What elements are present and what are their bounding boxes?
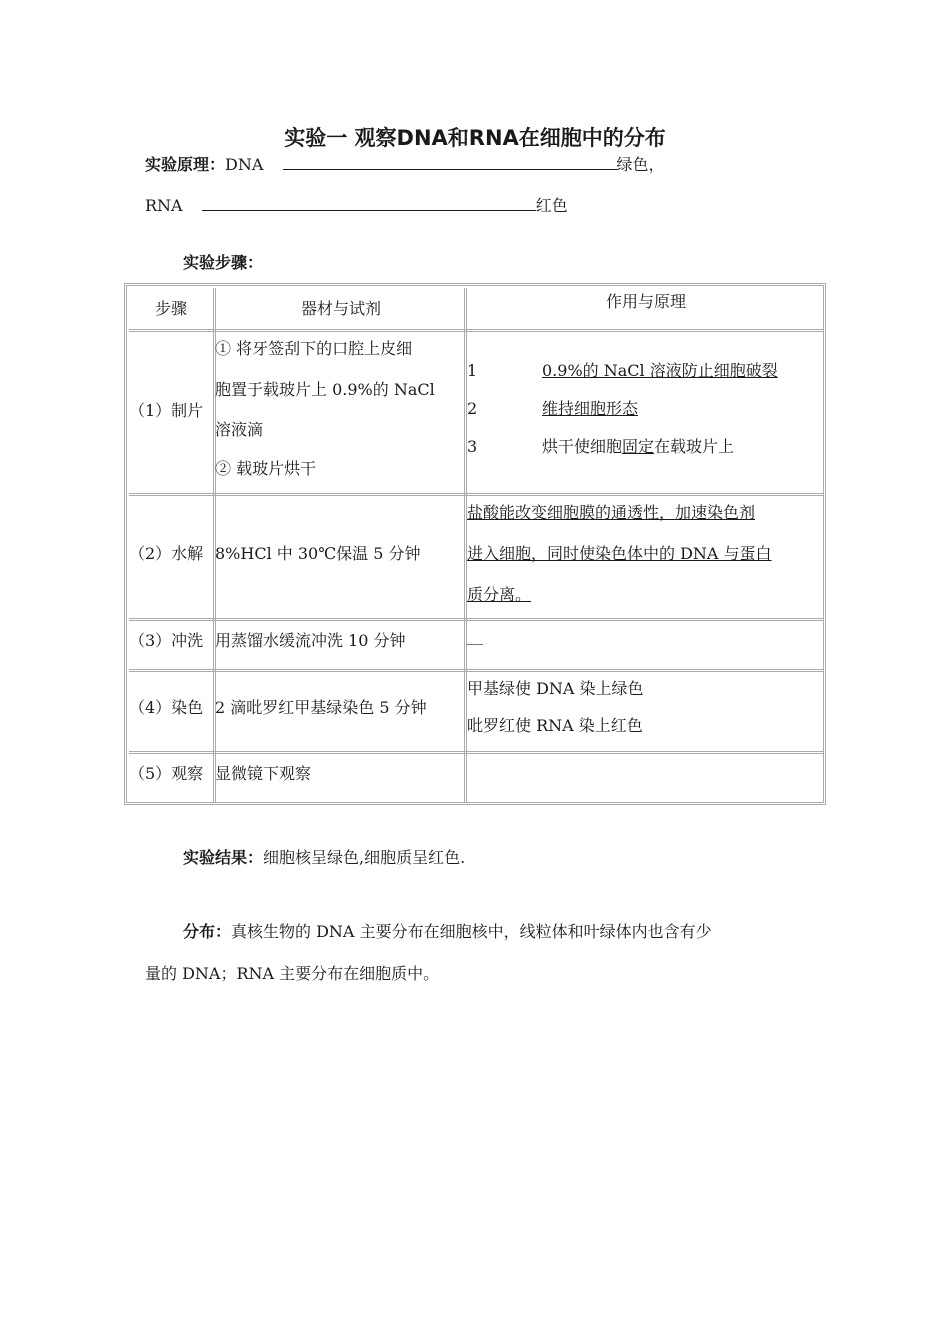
distribution-line-1 [183, 913, 712, 951]
distribution-text-1: 真核生物的 DNA 主要分布在细胞核中，线粒体和叶绿体内也含有少 [231, 922, 712, 941]
result-label: 实验结果： [183, 848, 264, 867]
rna-answer-blank[interactable] [202, 192, 536, 211]
principle-rna-line [145, 192, 568, 216]
step-label: （2）水解 [129, 544, 204, 563]
effect-text-post: 在载玻片上 [654, 437, 735, 456]
material-line: 胞置于载玻片上 0.9%的 NaCl [215, 380, 435, 399]
step-label: （1）制片 [129, 401, 204, 420]
effect-number: 1 [467, 361, 478, 380]
material-text: 8%HCl 中 30℃保温 5 分钟 [215, 544, 421, 563]
effect-text-underlined: 固定 [622, 437, 655, 456]
effect-number: 2 [467, 399, 478, 418]
effect-text: __ [467, 626, 483, 645]
material-line: 溶液滴 [215, 420, 264, 439]
principle-label: 实验原理： [145, 155, 226, 174]
material-line: ② 载玻片烘干 [215, 459, 317, 478]
principle-rna-suffix: 红色 [535, 196, 568, 215]
principle-rna-prefix: RNA [145, 196, 183, 215]
effect-line: 吡罗红使 RNA 染上红色 [467, 716, 643, 735]
effect-line: 甲基绿使 DNA 染上绿色 [467, 679, 644, 698]
header-step: 步骤 [154, 299, 187, 318]
material-text: 2 滴吡罗红甲基绿染色 5 分钟 [215, 698, 427, 717]
material-text: 显微镜下观察 [215, 764, 312, 783]
effect-number: 3 [467, 437, 478, 456]
effect-text-pre: 烘干使细胞 [542, 437, 623, 456]
step-label: （5）观察 [129, 764, 204, 783]
effect-line: 盐酸能改变细胞膜的通透性，加速染色剂 [467, 503, 756, 522]
step-label: （3）冲洗 [129, 631, 204, 650]
steps-label: 实验步骤： [183, 253, 264, 272]
distribution-line-2: 量的 DNA；RNA 主要分布在细胞质中。 [145, 964, 440, 983]
effect-line: 进入细胞，同时使染色体中的 DNA 与蛋白 [467, 544, 772, 563]
header-effect: 作用与原理 [605, 292, 686, 311]
dna-answer-blank[interactable] [283, 151, 617, 170]
result-line [183, 839, 465, 877]
steps-table [124, 283, 826, 805]
principle-dna-suffix: 绿色， [616, 155, 665, 174]
material-line: ① 将牙签刮下的口腔上皮细 [215, 339, 413, 358]
header-material: 器材与试剂 [300, 299, 381, 318]
step-label: （4）染色 [129, 698, 204, 717]
effect-text: 0.9%的 NaCl 溶液防止细胞破裂 [542, 361, 778, 380]
result-text: 细胞核呈绿色,细胞质呈红色. [263, 848, 466, 867]
distribution-label: 分布： [183, 922, 232, 941]
effect-line: 质分离。 [467, 585, 532, 604]
material-text: 用蒸馏水缓流冲洗 10 分钟 [215, 631, 406, 650]
effect-text: 维持细胞形态 [542, 399, 639, 418]
principle-dna-prefix: DNA [225, 155, 264, 174]
effect-text [542, 427, 734, 466]
principle-dna-line [145, 151, 665, 175]
page-title: 实验一 观察DNA和RNA在细胞中的分布 [284, 126, 666, 150]
